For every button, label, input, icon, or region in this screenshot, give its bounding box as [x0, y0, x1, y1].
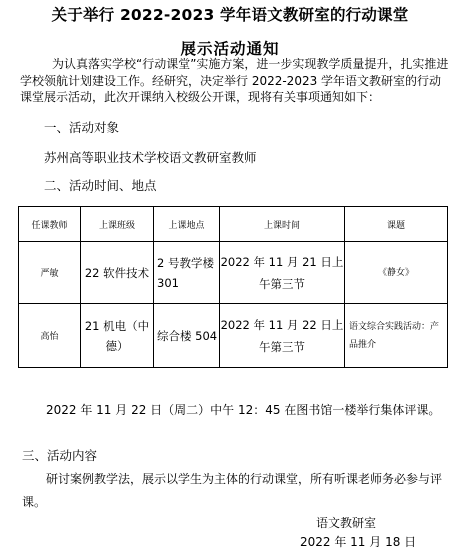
section-heading-content: 三、活动内容: [22, 448, 98, 463]
cell-teacher: 高怡: [19, 304, 81, 368]
header-time: 上课时间: [220, 207, 345, 242]
cell-class: 21 机电（中德）: [81, 304, 154, 368]
table-row: [19, 304, 448, 368]
content-paragraph: 研讨案例教学法，展示以学生为主体的行动课堂，所有听课老师务必参与评课。: [22, 472, 443, 509]
table-row: [19, 242, 448, 304]
review-notice: 2022 年 11 月 22 日（周二）中午 12：45 在图书馆一楼举行集体评课。: [46, 403, 441, 417]
cell-place: 2 号教学楼 301: [154, 242, 220, 304]
participants-text: 苏州高等职业技术学校语文教研室教师: [44, 150, 257, 165]
table-header-row: [19, 207, 448, 242]
cell-time: 2022 年 11 月 22 日上午第三节: [220, 304, 345, 368]
cell-topic: 《静女》: [345, 242, 448, 304]
header-teacher: 任课教师: [19, 207, 81, 242]
section-heading-time-place: 二、活动时间、地点: [44, 178, 157, 193]
notice-title-line1: 关于举行 2022-2023 学年语文教研室的行动课堂: [51, 6, 409, 24]
cell-teacher: 严敏: [19, 242, 81, 304]
cell-place: 综合楼 504: [154, 304, 220, 368]
signature-organization: 语文教研室: [316, 516, 377, 530]
header-class: 上课班级: [81, 207, 154, 242]
signature-date: 2022 年 11 月 18 日: [300, 535, 417, 549]
cell-topic: 语文综合实践活动：产品推介: [345, 304, 448, 368]
cell-time: 2022 年 11 月 21 日上午第三节: [220, 242, 345, 304]
cell-class: 22 软件技术: [81, 242, 154, 304]
intro-paragraph: 为认真落实学校“行动课堂”实施方案，进一步实现教学质量提升，扎实推进学校领航计划建设工作。经研究，决定举行 2022-2023 学年语文教研室的行动课堂展示活动，此次开课纳入校级公开课，现将有关事项通知如下：: [20, 57, 449, 104]
section-heading-participants: 一、活动对象: [44, 120, 120, 135]
schedule-table: [18, 206, 448, 368]
notice-title-line2: 展示活动通知: [180, 40, 280, 58]
header-place: 上课地点: [154, 207, 220, 242]
header-topic: 课题: [345, 207, 448, 242]
